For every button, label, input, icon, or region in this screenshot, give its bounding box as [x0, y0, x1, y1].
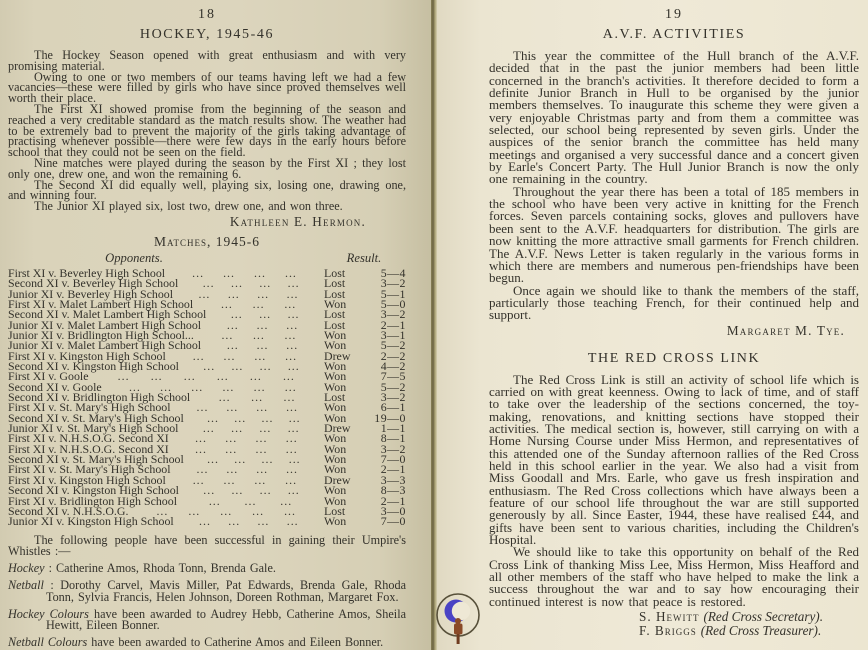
match-result: Won	[324, 338, 347, 353]
signature-name: S. Hewitt	[639, 609, 700, 625]
signature-name: F. Briggs	[639, 622, 697, 638]
dot-leader: ... ... ...	[226, 340, 299, 351]
match-result: Drew	[324, 472, 351, 487]
match-result: Won	[324, 359, 347, 374]
article-paragraph: The Junior XI played six, lost two, drew one, and won three.	[34, 199, 343, 214]
match-result: Won	[324, 493, 347, 508]
match-result: Won	[324, 328, 347, 343]
match-opponent: Junior XI v. Malet Lambert High School	[8, 338, 202, 353]
match-opponent: Junior XI v. Bridlington High School...	[8, 328, 194, 343]
match-score: 3—1	[380, 328, 406, 343]
dot-leader: ... ... ...	[220, 298, 297, 310]
dot-leader: ... ... ... ...	[198, 288, 299, 299]
dot-leader: ... ... ... ...	[196, 402, 298, 413]
match-result: Drew	[324, 421, 351, 436]
page-19-content	[489, 7, 859, 638]
match-score: 5—2	[380, 379, 406, 394]
match-result: Lost	[324, 390, 346, 405]
match-opponent: Second XI v. Kingston High School	[8, 359, 179, 374]
match-opponent: Second XI v. Bridlington High School	[8, 390, 191, 405]
dot-leader: ... ... ... ...	[203, 485, 300, 496]
match-opponent: First XI v. St. Mary's High School	[8, 462, 171, 477]
dot-leader: ... ... ... ...	[195, 433, 298, 444]
signature-role: (Red Cross Treasurer).	[700, 622, 822, 638]
matches-title: Matches, 1945-6	[153, 233, 260, 249]
match-opponent: Second XI v. Beverley High School	[8, 276, 179, 291]
match-opponent: First XI v. Beverley High School	[8, 265, 166, 280]
match-score: 5—4	[380, 265, 406, 280]
match-score: 1—1	[380, 421, 406, 436]
article-paragraph: We should like to take this opportunity on behalf of the Red Cross Link of thanking Miss Lee, Miss Hermon, Miss Heafford and all other members of the staff who have helped to make the link a success throughout the war and to say how encouraging their continued interest is now that peace is restored.	[489, 544, 859, 609]
match-opponent: First XI v. N.H.S.O.G. Second XI	[8, 441, 169, 456]
dot-leader: ... ... ... ...	[207, 454, 301, 465]
red-cross-paragraphs	[489, 371, 859, 609]
signature-line	[639, 610, 823, 624]
match-result: Won	[324, 452, 347, 467]
match-score: 6—1	[380, 400, 406, 415]
dot-leader: ... ... ...	[208, 495, 293, 506]
match-opponent: Second XI v. St. Mary's High School	[8, 410, 184, 425]
avf-paragraphs	[489, 50, 859, 322]
match-score: 3—2	[380, 276, 406, 291]
hockey-signature: Kathleen E. Hermon.	[229, 213, 366, 229]
page-18	[0, 0, 431, 650]
article-paragraph: The Red Cross Link is still an activity of school life which is carried on with great keenness. Owing to lack of time, and of staff to take over the leadership of the sections concerned, the toy-making, renovations, and knitting sections have stopped their activities. The medical section is, however, still carrying on with a Home Nursing Course under Miss Hermon, and representatives of this attended one of the Sunday afternoon rallies of the Red Cross held in this school earlier in the year. We also had a visit from Miss Goodall and Mrs. Earle, who gave us fresh inspiration and enthusiasm. The Red Cross collections which have always been a feature of our school life throughout the war are still supported generously by all. Since Easter, 1944, these have realised £44, and gifts have been sent to various charities, including the Children's Hospital.	[489, 371, 859, 548]
match-score: 2—1	[380, 462, 406, 477]
stamp-graphic	[430, 590, 488, 650]
match-opponent: First XI v. N.H.S.O.G. Second XI	[8, 431, 169, 446]
match-score: 5—2	[380, 338, 406, 353]
match-opponent: First XI v. St. Mary's High School	[8, 400, 171, 415]
match-score: 2—1	[380, 493, 406, 508]
award-separator: :	[43, 577, 61, 592]
match-score: 5—1	[380, 286, 406, 301]
article-paragraph: The Hockey Season opened with great enthusiasm and with very promising material.	[8, 48, 406, 73]
match-opponent: First XI v. Bridlington High School	[8, 493, 178, 508]
match-score: 8—3	[380, 483, 406, 498]
match-result: Lost	[324, 265, 346, 280]
award-category: Hockey	[8, 561, 45, 576]
match-score: 3—2	[380, 307, 406, 322]
article-paragraph: Owing to one or two members of our teams having left we had a few vacancies—these were filled by girls who have since proved themselves well worth their place.	[8, 69, 406, 106]
match-opponent: First XI v. Malet Lambert High School	[8, 296, 194, 311]
award-category: Netball	[8, 577, 44, 592]
award-names: Catherine Amos, Rhoda Tonn, Brenda Gale.	[56, 561, 276, 576]
match-result: Won	[324, 431, 347, 446]
dot-leader: ... ... ...	[230, 309, 300, 320]
dot-leader: ... ... ... ...	[202, 423, 300, 434]
match-score: 19—0	[374, 410, 406, 425]
match-opponent: Second XI v. N.H.S.O.G.	[8, 503, 129, 518]
dot-leader: ... ... ... ...	[202, 278, 300, 289]
signature-role: (Red Cross Secretary).	[703, 609, 823, 625]
match-opponent: Junior XI v. Malet Lambert High School	[8, 317, 202, 332]
dot-leader: ... ... ...	[226, 319, 299, 331]
match-score: 3—2	[380, 441, 406, 456]
match-opponent: Second XI v. Malet Lambert High School	[8, 307, 207, 322]
award-names: have been awarded to Catherine Amos and Eileen Bonner.	[91, 635, 384, 650]
match-opponent: Junior XI v. St. Mary's High School	[8, 421, 179, 436]
match-score: 3—3	[380, 472, 406, 487]
match-result: Won	[324, 400, 347, 415]
match-result: Lost	[324, 503, 346, 518]
match-result: Won	[324, 462, 347, 477]
match-score: 7—0	[380, 452, 406, 467]
page-18-content	[8, 7, 406, 654]
match-score: 3—0	[380, 503, 406, 518]
dot-leader: ... ... ...	[221, 330, 297, 341]
article-paragraph: Once again we should like to thank the members of the staff, particularly those teaching French, for their continued help and support.	[489, 282, 859, 323]
page-number-right: 19	[665, 7, 683, 22]
column-header-opponents: Opponents.	[105, 250, 163, 265]
page-19	[437, 0, 868, 650]
award-item	[8, 563, 406, 575]
match-result: Won	[324, 483, 347, 498]
award-separator: :	[44, 561, 57, 576]
dot-leader: ... ... ... ...	[192, 267, 297, 279]
match-result: Won	[324, 514, 347, 529]
dot-leader: ... ... ... ...	[199, 516, 299, 527]
match-result: Drew	[324, 348, 351, 363]
library-stamp-icon	[430, 590, 488, 650]
matches-header	[8, 252, 406, 265]
article-paragraph: Nine matches were played during the season by the First XI ; they lost only one, drew one, and won the remaining 6.	[8, 155, 406, 181]
article-paragraph: The First XI showed promise from the beginning of the season and reached a very creditable standard as the match results show. The weather had to be extremely bad to prevent the majority of the girls taking advantage of practising whenever possible—there were few days in the early hours before school that they could not be seen on the field.	[8, 101, 406, 160]
award-category: Hockey Colours	[8, 606, 89, 621]
article-paragraph: Throughout the year there has been a total of 185 members in the school who have been very active in knitting for the French forces. Seven parcels containing socks, gloves and pullovers have been sent to the A.V.F. headquarters for distribution. The girls are now knitting the more attractive small garments for French children. The A.V.F. News Letter is taken regularly in the various forms in which there are members and numerous pen-friendships have been begun.	[489, 183, 859, 286]
dot-leader: ... ... ... ...	[192, 350, 298, 362]
hockey-paragraphs	[8, 50, 406, 212]
match-result: Lost	[324, 307, 346, 322]
dot-leader: ... ... ... ...	[195, 443, 298, 455]
award-item	[8, 606, 406, 633]
article-paragraph: This year the committee of the Hull branch of the A.V.F. decided that in the past the junior members had been little concerned in the branch's activities. It therefore decided to form a definite Junior Branch in Hull to be organised by the junior members themselves. To inaugurate this scheme they were given a very enjoyable Christmas party and from them a committee was selected, our school being represented by seven girls. Under the auspices of the senior branch the committee has held many meetings and organised a very successful dance and a concert given by Earle's Concert Party. The Hull Junior Branch is now the only one remaining in the country.	[489, 48, 859, 187]
table-row	[8, 514, 406, 529]
match-score: 7—5	[380, 369, 406, 384]
match-result: Won	[324, 296, 347, 311]
match-score: 2—1	[380, 317, 406, 332]
award-category: Netball Colours	[8, 635, 88, 650]
award-names: Dorothy Carvel, Mavis Miller, Pat Edwards, Brenda Gale, Rhoda Tonn, Sylvia Francis, Helen Johnson, Doreen Rothman, Margaret Fox.	[46, 577, 406, 604]
dot-leader: ... ... ... ... ...	[156, 505, 296, 517]
match-opponent: First XI v. Goole	[8, 369, 89, 384]
match-result: Lost	[324, 276, 346, 291]
dot-leader: ... ... ... ... ... ...	[128, 381, 297, 393]
match-result: Won	[324, 369, 347, 384]
match-opponent: Second XI v. Goole	[8, 379, 102, 394]
umpires-intro: The following people have been successful in gaining their Umpire's Whistles :—	[8, 532, 406, 558]
match-score: 8—1	[380, 431, 406, 446]
match-opponent: Junior XI v. Kingston High School	[8, 514, 174, 529]
match-score: 2—2	[380, 348, 406, 363]
match-result: Lost	[324, 317, 346, 332]
match-opponent: Second XI v. Kingston High School	[8, 483, 179, 498]
match-result: Won	[324, 410, 347, 425]
match-score: 4—2	[380, 359, 406, 374]
match-opponent: Junior XI v. Beverley High School	[8, 286, 174, 301]
matches-table	[8, 265, 406, 529]
dot-leader: ... ... ... ...	[203, 361, 300, 372]
match-opponent: First XI v. Kingston High School	[8, 472, 166, 487]
column-header-result: Result.	[346, 250, 382, 265]
match-score: 3—2	[380, 390, 406, 405]
red-cross-signatures	[639, 610, 823, 638]
match-opponent: Second XI v. St. Mary's High School	[8, 452, 184, 467]
match-result: Won	[324, 441, 347, 456]
dot-leader: ... ... ... ... ... ...	[117, 371, 295, 382]
page-number-left: 18	[198, 7, 216, 22]
match-score: 5—0	[380, 296, 406, 311]
red-cross-title: THE RED CROSS LINK	[587, 350, 761, 366]
dot-leader: ... ... ...	[218, 392, 296, 403]
hockey-title: HOCKEY, 1945-46	[139, 27, 275, 42]
award-names: have been awarded to Audrey Hebb, Catherine Amos, Sheila Hewitt, Eileen Bonner.	[46, 606, 406, 633]
umpires-list	[8, 563, 406, 649]
match-result: Won	[324, 379, 347, 394]
match-score: 7—0	[380, 514, 406, 529]
dot-leader: ... ... ... ...	[196, 464, 298, 475]
avf-signature: Margaret M. Tye.	[726, 322, 845, 338]
match-opponent: First XI v. Kingston High School	[8, 348, 166, 363]
article-paragraph: The Second XI did equally well, playing six, losing one, drawing one, and winning four.	[8, 177, 406, 203]
avf-title: A.V.F. ACTIVITIES	[602, 27, 746, 42]
award-item	[8, 577, 406, 604]
match-result: Lost	[324, 286, 346, 301]
dot-leader: ... ... ... ...	[207, 412, 301, 424]
dot-leader: ... ... ... ...	[192, 474, 298, 486]
award-item	[8, 637, 406, 649]
signature-line	[639, 624, 823, 638]
